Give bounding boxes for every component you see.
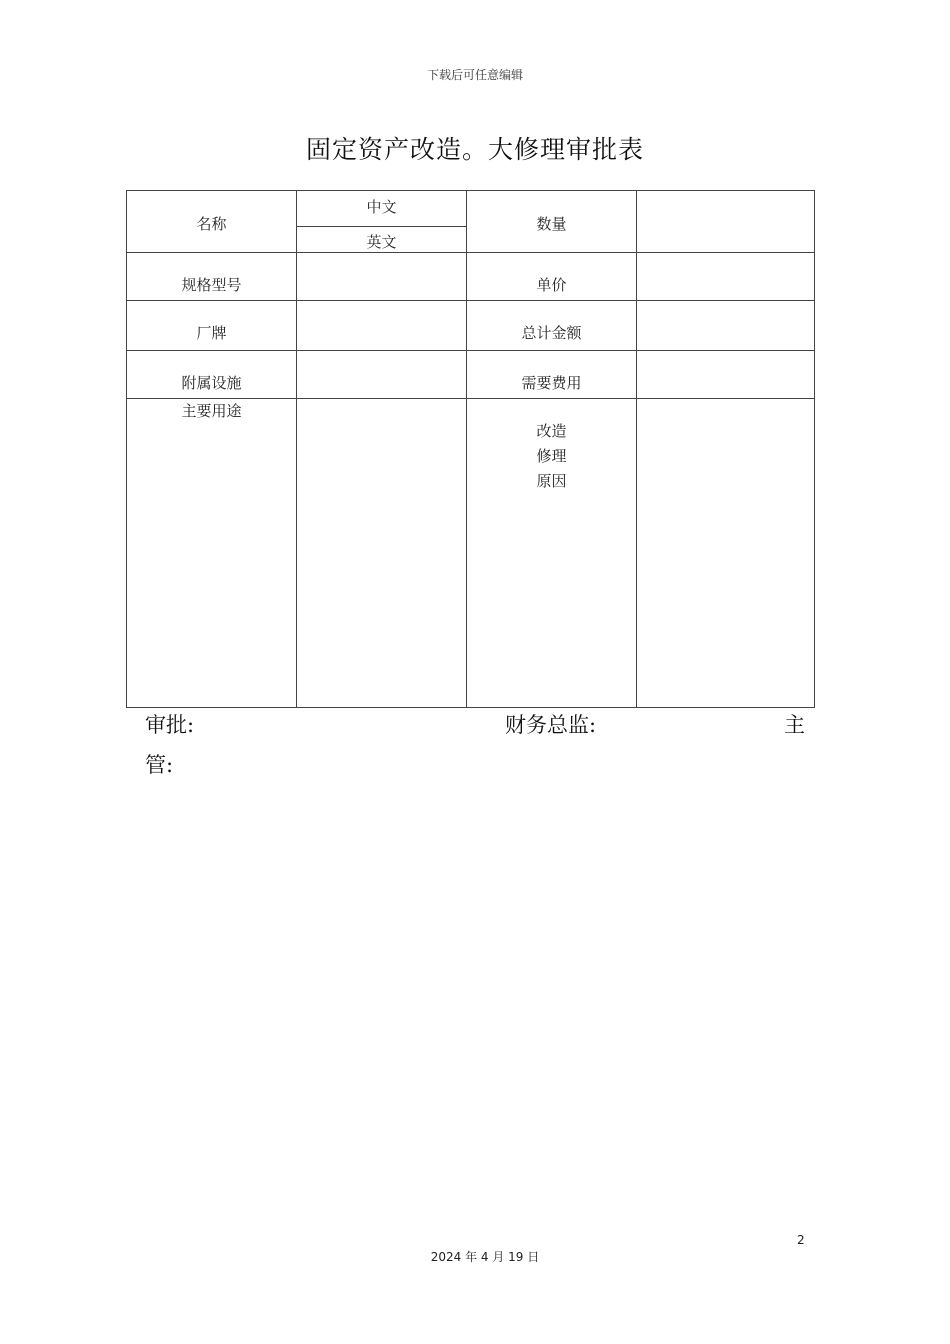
supervisor-signature-label-part1: 主 <box>784 713 805 737</box>
cost-label-cell <box>466 350 637 399</box>
brand-value-cell[interactable] <box>296 300 467 351</box>
reason-value-cell[interactable] <box>636 398 815 708</box>
brand-label: 厂牌 <box>196 324 227 342</box>
quantity-value-cell[interactable] <box>636 190 815 253</box>
facilities-label-cell <box>126 350 297 399</box>
cost-value-cell[interactable] <box>636 350 815 399</box>
usage-label-cell <box>126 398 297 708</box>
reason-label <box>467 419 636 494</box>
quantity-label-cell <box>466 190 637 253</box>
facilities-label: 附属设施 <box>181 374 242 392</box>
footer-date: 2024 年 4 月 19 日 <box>430 1250 540 1264</box>
unit-price-value-cell[interactable] <box>636 252 815 301</box>
header-note: 下载后可任意编辑 <box>426 68 523 82</box>
unit-price-label: 单价 <box>536 276 567 294</box>
chinese-label: 中文 <box>366 198 397 216</box>
spec-label: 规格型号 <box>181 276 242 294</box>
reason-label-line: 修理 <box>536 447 567 465</box>
reason-label-line: 原因 <box>536 472 567 490</box>
name-label: 名称 <box>196 215 227 233</box>
english-label-cell <box>296 226 467 253</box>
quantity-label: 数量 <box>536 215 567 233</box>
total-label-cell <box>466 300 637 351</box>
unit-price-label-cell <box>466 252 637 301</box>
spec-label-cell <box>126 252 297 301</box>
reason-label-cell <box>466 398 637 708</box>
chinese-label-cell <box>296 190 467 227</box>
usage-value-cell[interactable] <box>296 398 467 708</box>
name-label-cell <box>126 190 297 253</box>
total-label: 总计金额 <box>521 324 582 342</box>
usage-label: 主要用途 <box>181 402 242 420</box>
spec-value-cell[interactable] <box>296 252 467 301</box>
approve-signature-label: 审批: <box>145 713 195 737</box>
total-value-cell[interactable] <box>636 300 815 351</box>
english-label: 英文 <box>366 233 397 251</box>
approval-form-table <box>126 190 815 708</box>
cost-label: 需要费用 <box>521 374 582 392</box>
page-number: 2 <box>797 1233 805 1247</box>
facilities-value-cell[interactable] <box>296 350 467 399</box>
reason-label-line: 改造 <box>536 422 567 440</box>
finance-director-signature-label: 财务总监: <box>505 713 597 737</box>
supervisor-signature-label-part2: 管: <box>145 753 174 777</box>
brand-label-cell <box>126 300 297 351</box>
page-title: 固定资产改造。大修理审批表 <box>305 135 644 164</box>
